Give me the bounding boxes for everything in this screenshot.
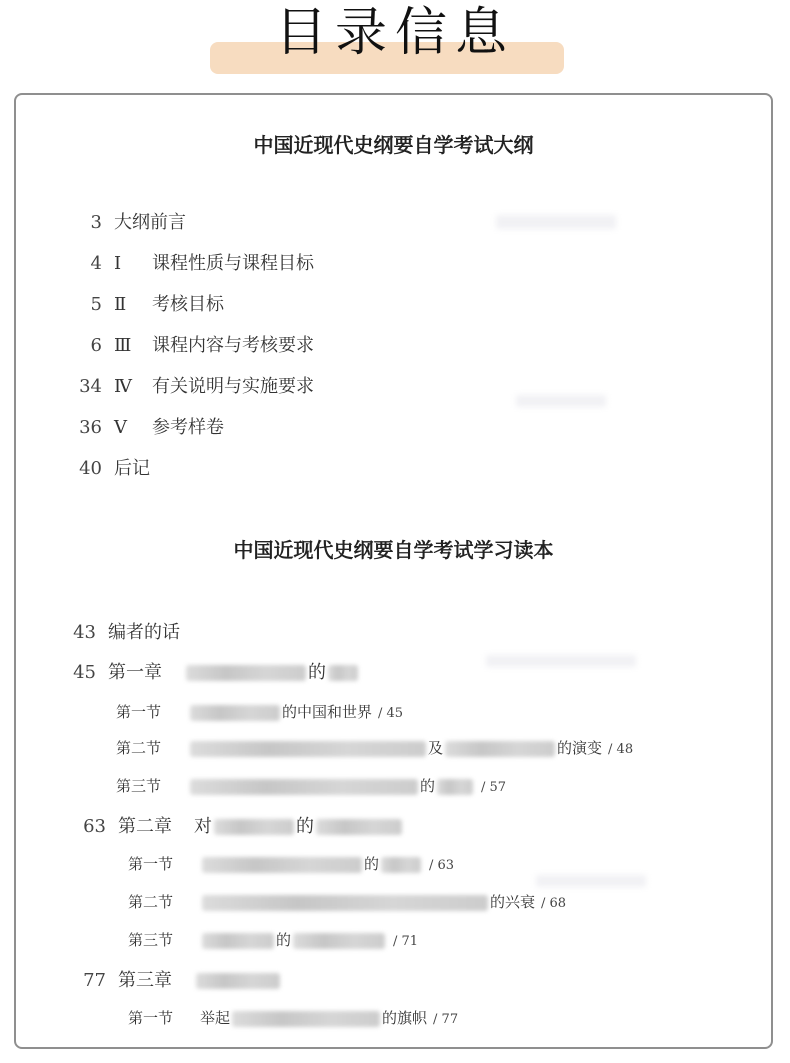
bleed-through-mark [486, 655, 636, 667]
toc-entry[interactable] [72, 252, 314, 276]
blurred-text [316, 819, 402, 835]
page-number: 3 [90, 212, 102, 233]
toc-chapter[interactable] [82, 815, 404, 839]
page-number: 45 [73, 662, 96, 683]
chapter-label: 第二章 [118, 816, 172, 837]
bleed-through-mark [496, 215, 616, 229]
roman-numeral: Ⅱ [114, 294, 127, 315]
reader-section-title: 中国近现代史纲要自学考试学习读本 [233, 538, 554, 562]
page-ref: / 68 [541, 896, 567, 911]
section-label: 第一节 [128, 855, 174, 873]
entry-label: 有关说明与实施要求 [152, 376, 314, 397]
chapter-label: 第一章 [108, 662, 162, 683]
toc-frame [14, 93, 773, 1049]
entry-label: 课程内容与考核要求 [152, 335, 314, 356]
page-ref: / 57 [481, 780, 507, 795]
page-ref: / 71 [393, 934, 419, 949]
section-text: 的兴衰 [490, 893, 536, 911]
blurred-text [328, 665, 358, 681]
entry-label: 考核目标 [152, 294, 224, 315]
toc-section[interactable] [116, 737, 633, 761]
toc-chapter[interactable] [82, 969, 282, 993]
page-number: 77 [83, 970, 106, 991]
toc-entry[interactable] [72, 293, 224, 317]
section-label: 第三节 [128, 931, 174, 949]
blurred-text [445, 741, 555, 757]
page-number: 4 [90, 253, 102, 274]
section-text: 的演变 [557, 739, 603, 757]
blurred-text [232, 1011, 380, 1027]
blurred-text [202, 857, 362, 873]
blurred-text [214, 819, 294, 835]
toc-section[interactable] [116, 701, 403, 725]
toc-section[interactable] [128, 853, 454, 877]
chapter-text: 对 [194, 816, 212, 837]
toc-entry[interactable] [72, 211, 186, 235]
bleed-through-mark [536, 875, 646, 887]
section-label: 第三节 [116, 777, 162, 795]
section-text: 的 [276, 931, 292, 949]
toc-entry[interactable] [72, 334, 314, 358]
roman-numeral: Ⅴ [114, 417, 127, 438]
blurred-text [202, 933, 274, 949]
roman-numeral: Ⅰ [114, 253, 122, 274]
page-title: 目录信息 [274, 3, 515, 63]
page-number: 63 [83, 816, 106, 837]
toc-entry[interactable] [72, 416, 224, 440]
toc-entry[interactable] [72, 457, 150, 481]
chapter-text: 的 [296, 816, 314, 837]
entry-label: 参考样卷 [152, 417, 224, 438]
entry-label: 课程性质与课程目标 [152, 253, 314, 274]
section-label: 第一节 [116, 703, 162, 721]
section-text: 的 [420, 777, 436, 795]
section-text: 及 [428, 739, 444, 757]
blurred-text [196, 973, 280, 989]
section-text: 举起 [200, 1009, 231, 1027]
entry-label: 后记 [114, 458, 150, 479]
blurred-text [202, 895, 488, 911]
toc-section[interactable] [128, 1007, 458, 1031]
section-text: 的旗帜 [382, 1009, 428, 1027]
section-label: 第一节 [128, 1009, 174, 1027]
section-text: 的 [364, 855, 380, 873]
page-ref: / 77 [433, 1012, 459, 1027]
blurred-text [186, 665, 306, 681]
section-label: 第二节 [116, 739, 162, 757]
page-ref: / 45 [378, 706, 404, 721]
page-number: 6 [90, 335, 102, 356]
blurred-text [437, 779, 473, 795]
entry-label: 编者的话 [108, 622, 180, 643]
blurred-text [190, 741, 426, 757]
entry-label: 大纲前言 [114, 212, 186, 233]
section-label: 第二节 [128, 893, 174, 911]
toc-chapter[interactable] [66, 661, 360, 685]
toc-section[interactable] [128, 929, 418, 953]
section-text: 的中国和世界 [282, 703, 373, 721]
page-number: 40 [79, 458, 102, 479]
blurred-text [381, 857, 421, 873]
blurred-text [293, 933, 385, 949]
outline-section-title: 中国近现代史纲要自学考试大纲 [253, 133, 534, 157]
toc-entry-editors-note[interactable] [66, 621, 180, 645]
toc-entry[interactable] [72, 375, 314, 399]
page-ref: / 63 [429, 858, 455, 873]
page-ref: / 48 [608, 742, 634, 757]
bleed-through-mark [516, 395, 606, 407]
page-number: 34 [79, 376, 102, 397]
chapter-label: 第三章 [118, 970, 172, 991]
roman-numeral: Ⅲ [114, 335, 132, 356]
toc-section[interactable] [116, 775, 506, 799]
page-number: 43 [73, 622, 96, 643]
blurred-text [190, 779, 418, 795]
blurred-text [190, 705, 280, 721]
page-number: 5 [90, 294, 102, 315]
page-number: 36 [79, 417, 102, 438]
chapter-text: 的 [308, 662, 326, 683]
roman-numeral: Ⅳ [114, 376, 132, 397]
toc-section[interactable] [128, 891, 566, 915]
